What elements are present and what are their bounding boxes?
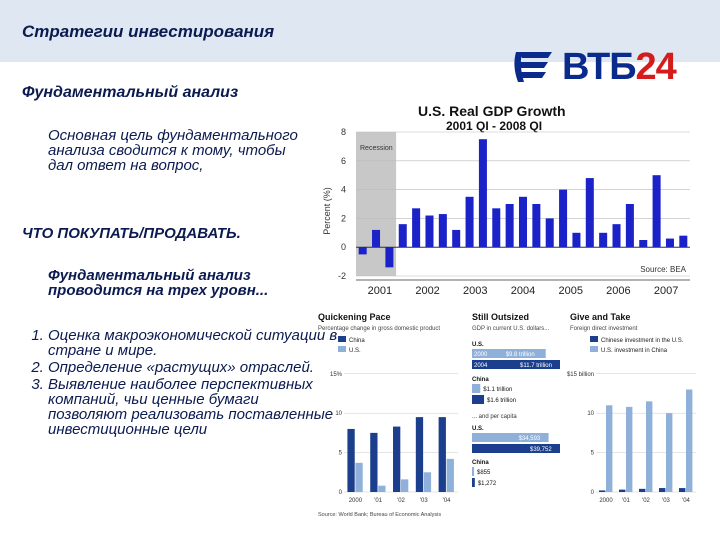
gdp-bar bbox=[466, 197, 474, 247]
gdp-bar bbox=[359, 247, 367, 254]
data-bar bbox=[639, 489, 645, 492]
gdp-bar bbox=[472, 384, 480, 393]
y-tick-label: 0 bbox=[340, 242, 346, 253]
list-item: 2. Определение «растущих» отраслей. bbox=[48, 360, 338, 375]
chart-subtitle: 2001 QI - 2008 QI bbox=[446, 119, 543, 133]
footnote: Source: World Bank; Bureau of Economic Analysis bbox=[318, 512, 442, 518]
gdp-bar bbox=[492, 208, 500, 247]
y-tick-label: 2 bbox=[340, 213, 346, 224]
x-tick-label: 2003 bbox=[463, 285, 488, 297]
paragraph-goal: Основная цель фундаментального анализа сводится к тому, чтобы дал ответ на вопрос, bbox=[48, 127, 298, 174]
legend-label: China bbox=[349, 338, 365, 344]
vtb24-logo bbox=[512, 42, 682, 94]
panel-title: Still Outsized bbox=[472, 312, 530, 322]
gdp-bar bbox=[586, 178, 594, 247]
group-label: U.S. bbox=[472, 426, 484, 432]
y-tick-label: 10 bbox=[335, 411, 342, 418]
recession-label: Recession bbox=[360, 145, 393, 152]
gdp-growth-chart bbox=[318, 96, 698, 306]
source-label: Source: BEA bbox=[640, 265, 686, 274]
year-label: 2004 bbox=[474, 363, 488, 369]
data-bar bbox=[619, 490, 625, 492]
panel-subtitle: Percentage change in gross domestic product bbox=[318, 326, 441, 332]
group-label: China bbox=[472, 377, 489, 383]
gdp-bar bbox=[399, 224, 407, 247]
data-bar bbox=[666, 413, 672, 492]
x-tick-label: 2005 bbox=[558, 285, 583, 297]
data-bar bbox=[686, 390, 692, 492]
x-tick-label: '03 bbox=[662, 498, 670, 504]
y-tick-label: $15 billion bbox=[566, 371, 594, 378]
x-tick-label: 2006 bbox=[606, 285, 631, 297]
data-bar bbox=[606, 405, 612, 492]
paragraph-levels: Фундаментальный анализ проводится на трех уровн... bbox=[48, 267, 269, 299]
legend-label: U.S. investment in China bbox=[601, 348, 668, 354]
value-label: $1.1 trillion bbox=[483, 387, 513, 393]
gdp-bar bbox=[613, 224, 621, 247]
gdp-bar bbox=[626, 204, 634, 247]
gdp-bar bbox=[472, 395, 484, 404]
data-bar bbox=[447, 459, 454, 492]
gdp-bar bbox=[666, 239, 674, 248]
levels-list bbox=[22, 328, 338, 439]
legend-label: U.S. bbox=[349, 348, 361, 354]
vtb-emblem-icon bbox=[512, 46, 558, 90]
y-tick-label: 6 bbox=[340, 155, 346, 166]
gdp-bar bbox=[572, 233, 580, 247]
y-tick-label: 0 bbox=[338, 490, 342, 496]
x-tick-label: '04 bbox=[442, 498, 451, 504]
y-tick-label: 8 bbox=[340, 127, 346, 137]
y-tick-label: -2 bbox=[337, 271, 346, 281]
panel-subtitle: Foreign direct investment bbox=[570, 326, 638, 332]
gdp-bar bbox=[425, 216, 433, 248]
x-tick-label: 2007 bbox=[653, 285, 679, 297]
data-bar bbox=[646, 401, 652, 492]
x-tick-label: '01 bbox=[622, 498, 630, 504]
data-bar bbox=[347, 429, 354, 492]
gdp-bar bbox=[412, 208, 420, 247]
gdp-bar bbox=[506, 204, 514, 247]
x-tick-label: 2004 bbox=[510, 285, 536, 297]
data-bar bbox=[393, 427, 400, 492]
group-label: China bbox=[472, 460, 489, 466]
x-tick-label: '03 bbox=[419, 498, 428, 504]
legend-swatch bbox=[590, 336, 598, 342]
gdp-bar bbox=[372, 230, 380, 247]
gdp-bar bbox=[439, 214, 447, 247]
data-bar bbox=[401, 479, 408, 492]
x-tick-label: 2001 bbox=[367, 285, 393, 297]
gdp-bar bbox=[653, 175, 661, 247]
y-tick-label: 4 bbox=[340, 184, 346, 195]
x-tick-label: '01 bbox=[374, 498, 383, 504]
y-tick-label: 0 bbox=[590, 490, 594, 496]
value-label: $855 bbox=[477, 470, 491, 476]
data-bar bbox=[679, 488, 685, 492]
panel-subtitle: GDP in current U.S. dollars... bbox=[472, 326, 550, 332]
x-tick-label: 2002 bbox=[415, 285, 440, 297]
data-bar bbox=[378, 486, 385, 492]
list-item: 1. Оценка макроэкономической ситуации в стране и мире. bbox=[48, 328, 338, 358]
data-bar bbox=[355, 463, 362, 492]
x-tick-label: 2000 bbox=[348, 498, 363, 504]
value-label: $1,272 bbox=[477, 481, 497, 487]
value-label: $39,752 bbox=[530, 447, 552, 453]
data-bar bbox=[424, 472, 431, 492]
panel-title: Quickening Pace bbox=[318, 312, 391, 322]
gdp-bar bbox=[639, 240, 647, 247]
data-bar bbox=[659, 488, 665, 492]
legend-label: Chinese investment in the U.S. bbox=[601, 338, 684, 344]
chart-title: U.S. Real GDP Growth bbox=[418, 103, 566, 119]
gdp-bar bbox=[679, 236, 687, 248]
legend-swatch bbox=[338, 346, 346, 352]
gdp-bar bbox=[479, 139, 487, 247]
value-label: $1.6 trillion bbox=[487, 398, 517, 404]
value-label: $34,593 bbox=[518, 436, 541, 442]
data-bar bbox=[599, 490, 605, 492]
paragraph-what-to-buy: ЧТО ПОКУПАТЬ/ПРОДАВАТЬ. bbox=[22, 225, 241, 242]
x-tick-label: '04 bbox=[682, 498, 690, 504]
y-tick-label: 5 bbox=[338, 450, 342, 457]
x-tick-label: '02 bbox=[397, 498, 405, 504]
legend-swatch bbox=[590, 346, 598, 352]
gdp-bar bbox=[385, 247, 393, 267]
gdp-bar bbox=[546, 218, 554, 247]
y-tick-label: 5 bbox=[590, 450, 594, 457]
per-capita-bar bbox=[472, 467, 474, 476]
china-us-comparison-chart bbox=[318, 308, 698, 526]
list-item: 3. Выявление наиболее перспективных компаний, чьи ценные бумаги позволяют реализовать поставленные инвестиционные цели bbox=[48, 377, 338, 437]
gdp-bar bbox=[559, 190, 567, 248]
data-bar bbox=[370, 433, 377, 492]
legend-swatch bbox=[338, 336, 346, 342]
group-label: U.S. bbox=[472, 342, 484, 348]
year-label: 2000 bbox=[474, 352, 488, 358]
y-tick-label: 15% bbox=[329, 371, 342, 378]
data-bar bbox=[439, 417, 446, 492]
gdp-bar bbox=[532, 204, 540, 247]
y-axis-label: Percent (%) bbox=[322, 187, 332, 235]
per-capita-label: ... and per capita bbox=[472, 414, 517, 420]
data-bar bbox=[416, 417, 423, 492]
panel-title: Give and Take bbox=[570, 312, 631, 322]
y-tick-label: 10 bbox=[587, 411, 594, 418]
value-label: $11.7 trillion bbox=[520, 363, 552, 369]
value-label: $9.8 trillion bbox=[505, 352, 535, 358]
data-bar bbox=[626, 407, 632, 492]
per-capita-bar bbox=[472, 478, 475, 487]
section-title: Фундаментальный анализ bbox=[22, 84, 239, 101]
x-tick-label: 2000 bbox=[599, 498, 613, 504]
x-tick-label: '02 bbox=[642, 498, 650, 504]
gdp-bar bbox=[599, 233, 607, 247]
logo-text: ВТБ24 bbox=[562, 46, 676, 88]
gdp-bar bbox=[452, 230, 460, 247]
slide-title: Стратегии инвестирования bbox=[22, 22, 275, 41]
gdp-bar bbox=[519, 197, 527, 247]
